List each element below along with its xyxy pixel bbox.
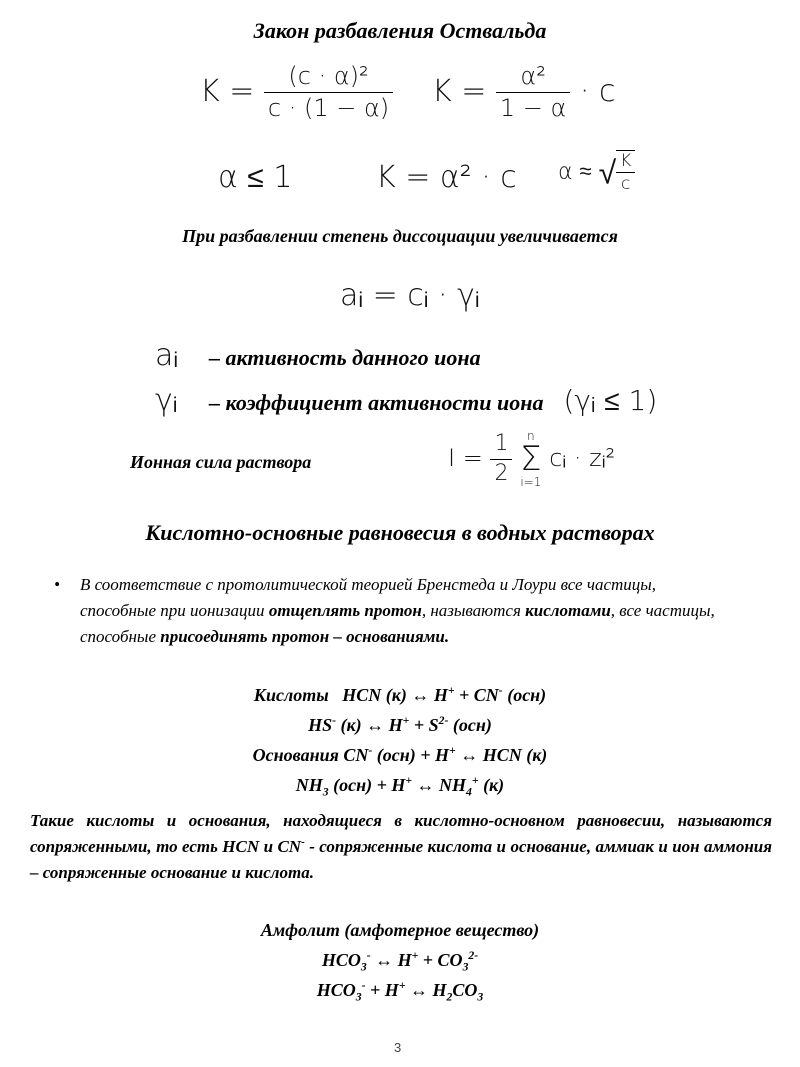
equation-superscript: - (368, 744, 373, 757)
equation-term: CN (343, 745, 369, 765)
equation-term: HCO (321, 950, 361, 970)
fraction-denominator: 1 − α (499, 93, 567, 122)
section-title: Кислотно-основные равновесия в водных растворах (145, 520, 655, 545)
intro-emphasis: присоединять (160, 627, 268, 646)
equation-term: (к) (478, 775, 505, 795)
fraction-denominator: 2 (494, 460, 509, 486)
intro-part: , все частицы, способные (80, 601, 715, 646)
sum-body: cᵢ · zᵢ² (549, 444, 616, 472)
formula-lhs: I = (448, 444, 483, 472)
equation-acid-1 (0, 685, 800, 706)
equation-term: (осн) (448, 715, 492, 735)
equation-superscript: - (498, 684, 503, 697)
equation-subscript: 3 (355, 990, 362, 1004)
equation-subscript: 3 (360, 960, 367, 974)
definition-text: – активность данного иона (209, 345, 481, 370)
definition-symbol: γᵢ (155, 383, 178, 418)
fraction-numerator: α² (496, 62, 570, 93)
formula-fraction (264, 62, 393, 123)
definition-activity-coefficient (155, 383, 755, 418)
bullet-icon: • (54, 575, 60, 594)
activity-formula: aᵢ = cᵢ · γᵢ (340, 278, 480, 313)
formula-fraction (496, 62, 570, 123)
equation-term: ↔ H (370, 950, 412, 970)
conjugate-superscript: - (301, 836, 305, 849)
definition-condition: (γᵢ ≤ 1) (563, 384, 658, 417)
equation-term: ↔ HCN (к) (455, 745, 548, 765)
equation-term: (осн) + H (372, 745, 450, 765)
alpha-condition-formula: α ≤ 1 (218, 160, 293, 195)
fraction-numerator: 1 (490, 431, 512, 459)
intro-emphasis: протон – основаниями. (267, 627, 450, 646)
fraction-numerator: (c · α)² (264, 62, 393, 93)
equation-superscript: - (332, 714, 337, 727)
equation-subscript: 3 (462, 960, 469, 974)
equation-superscript: + (398, 979, 406, 992)
sum-lower-limit: i=1 (520, 475, 542, 489)
fraction-denominator: c (621, 174, 631, 195)
approx-alpha-formula (558, 150, 635, 195)
ionic-strength-formula (448, 430, 615, 488)
equation-term: ↔ H (405, 980, 447, 1000)
definition-activity (155, 338, 481, 373)
equation-superscript: - (361, 979, 366, 992)
fraction-denominator: c · (1 − α) (267, 93, 390, 122)
equation-base-2 (0, 774, 800, 799)
conjugate-paragraph (30, 808, 772, 886)
sqrt-icon: √ (598, 153, 617, 192)
intro-emphasis: кислотами (525, 601, 611, 620)
equation-subscript: 2 (446, 990, 453, 1004)
ampholyte-title: Амфолит (амфотерное вещество) (260, 920, 540, 940)
equation-subscript: 3 (322, 785, 329, 799)
sum-upper-limit: n (527, 429, 535, 443)
conjugate-text: - сопряженные кислота и основание, аммиак и ион аммония – сопряженные основание и кислота. (30, 837, 772, 882)
equation-base-1 (0, 745, 800, 766)
conjugate-text: Такие кислоты и основания, находящиеся в кислотно-основном равновесии, называются сопряженными, то есть HCN и CN (30, 811, 772, 856)
ampholyte-equation-1 (0, 949, 800, 974)
equation-superscript: - (366, 949, 371, 962)
dilution-statement: При разбавлении степень диссоциации увеличивается (182, 226, 618, 246)
definition-text: – коэффициент активности иона (209, 390, 544, 415)
equation-label: Кислоты (253, 685, 329, 705)
equation-superscript: 2- (438, 714, 449, 727)
equation-term: (к) ↔ H (336, 715, 403, 735)
formula-fraction (490, 431, 512, 487)
ampholyte-equation-2 (0, 979, 800, 1004)
approx-k-formula: K = α² · c (376, 160, 517, 195)
intro-part: , называются (421, 601, 526, 620)
ostwald-full-formula (200, 62, 393, 123)
formula-lhs: α ≈ (558, 159, 592, 185)
equation-superscript: + (447, 684, 455, 697)
equation-acid-2 (0, 715, 800, 736)
formula-lhs: K = (432, 73, 487, 109)
page-title: Закон разбавления Оствальда (253, 18, 547, 43)
equation-label: Основания (252, 745, 339, 765)
equation-term: ↔ NH (412, 775, 467, 795)
equation-superscript: + (402, 714, 410, 727)
equation-superscript: + (471, 774, 479, 787)
equation-subscript: 3 (477, 990, 484, 1004)
page-number: 3 (394, 1040, 402, 1055)
equation-superscript: + (405, 774, 413, 787)
equation-subscript: 4 (466, 785, 472, 799)
intro-paragraph (54, 572, 720, 650)
intro-emphasis: отщеплять протон (268, 601, 422, 620)
fraction-numerator: K (616, 151, 635, 173)
equation-superscript: + (411, 949, 419, 962)
equation-term: (осн) + H (328, 775, 406, 795)
equation-term: + CO (418, 950, 463, 970)
equation-term: NH (295, 775, 323, 795)
equation-term: + CN (454, 685, 499, 705)
equation-term: HCN (к) ↔ H (342, 685, 448, 705)
formula-rhs: · c (579, 73, 616, 109)
intro-text (58, 572, 720, 650)
sigma-icon: Σ (520, 439, 542, 479)
formula-lhs: K = (200, 73, 255, 109)
equation-term: + H (365, 980, 399, 1000)
equation-term: (осн) (502, 685, 547, 705)
ostwald-simplified-formula (432, 62, 616, 123)
equation-term: HCO (316, 980, 356, 1000)
equation-term: HS (308, 715, 333, 735)
definition-symbol: aᵢ (155, 338, 179, 373)
intro-part: В соответствие с протолитической теорией Бренстеда и Лоури все частицы, способные при ионизации (80, 575, 657, 620)
equation-term: + S (409, 715, 439, 735)
formula-fraction (616, 150, 635, 195)
equation-term: CO (452, 980, 478, 1000)
sum-operator (520, 430, 541, 488)
equation-superscript: 2- (468, 949, 479, 962)
equation-superscript: + (449, 744, 456, 757)
ionic-strength-label: Ионная сила раствора (130, 452, 312, 472)
